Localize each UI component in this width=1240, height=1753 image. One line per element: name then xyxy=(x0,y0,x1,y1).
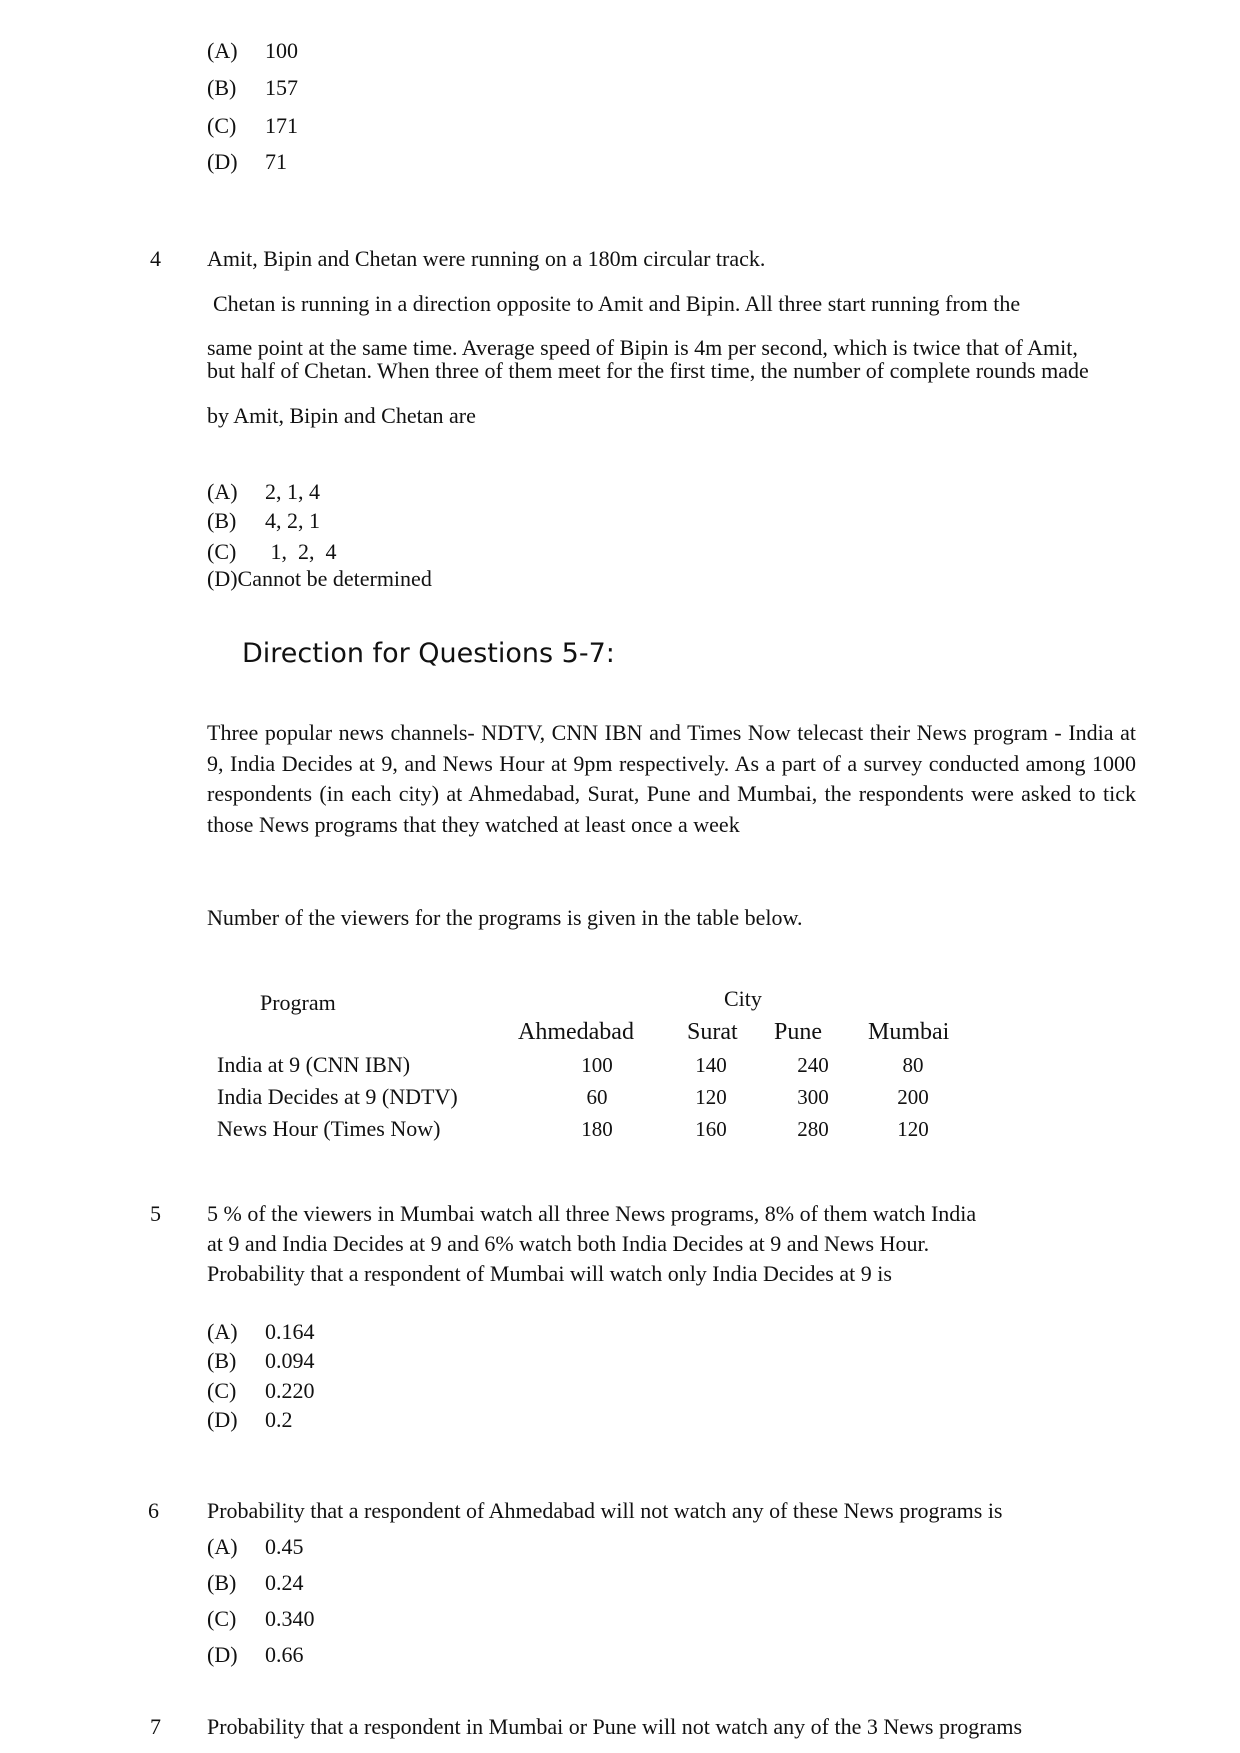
q5-option-c: (C) 0.220 xyxy=(207,1378,315,1403)
q3-option-c: (C) 171 xyxy=(207,113,298,138)
q6-option-b: (B) 0.24 xyxy=(207,1570,304,1595)
q4-option-c: (C) 1, 2, 4 xyxy=(207,539,337,564)
table-row-3-mumbai: 120 xyxy=(897,1117,929,1141)
direction-paragraph: Three popular news channels- NDTV, CNN IBN and Times Now telecast their News program - India at 9, India Decides at 9, and News Hour at 9pm respectively. As a part of a survey conducted among 1000 respondents (in each city) at Ahmedabad, Surat, Pune and Mumbai, the respondents were asked to tick those News programs that they watched at least once a week xyxy=(207,720,1136,837)
q5-option-d: (D) 0.2 xyxy=(207,1407,293,1432)
table-col-pune: Pune xyxy=(774,1019,822,1045)
q3-option-b: (B) 157 xyxy=(207,75,298,100)
q4-number: 4 xyxy=(150,246,161,271)
q4-text-line5: by Amit, Bipin and Chetan are xyxy=(207,403,476,428)
q4-text-line4: but half of Chetan. When three of them meet for the first time, the number of complete rounds made xyxy=(207,358,1089,383)
q6-option-d: (D) 0.66 xyxy=(207,1642,304,1667)
q4-text-line3: same point at the same time. Average speed of Bipin is 4m per second, which is twice that of Amit, xyxy=(207,335,1078,360)
q6-number: 6 xyxy=(148,1498,159,1523)
table-row-3-pune: 280 xyxy=(797,1117,829,1141)
table-row-1-program: India at 9 (CNN IBN) xyxy=(217,1052,411,1077)
q4-option-d: (D)Cannot be determined xyxy=(207,566,432,591)
q3-option-d: (D) 71 xyxy=(207,149,287,174)
table-col-ahmedabad: Ahmedabad xyxy=(518,1019,634,1045)
table-row-1-surat: 140 xyxy=(695,1053,727,1077)
q6-option-c: (C) 0.340 xyxy=(207,1606,315,1631)
table-col-surat: Surat xyxy=(687,1019,738,1045)
table-col-mumbai: Mumbai xyxy=(868,1019,950,1045)
q6-text: Probability that a respondent of Ahmedabad will not watch any of these News programs is xyxy=(207,1498,1003,1523)
table-program-header: Program xyxy=(260,990,336,1015)
table-row-2-program: India Decides at 9 (NDTV) xyxy=(217,1084,458,1109)
table-row-2-pune: 300 xyxy=(797,1085,829,1109)
table-row-2-ahmedabad: 60 xyxy=(586,1085,608,1109)
q4-option-b: (B) 4, 2, 1 xyxy=(207,508,320,533)
q4-option-a: (A) 2, 1, 4 xyxy=(207,479,320,504)
direction-heading: Direction for Questions 5-7: xyxy=(242,638,615,669)
table-row-1-ahmedabad: 100 xyxy=(581,1053,613,1077)
q4-text-line1: Amit, Bipin and Chetan were running on a 180m circular track. xyxy=(207,246,766,271)
table-row-1-mumbai: 80 xyxy=(902,1053,924,1077)
table-city-header: City xyxy=(724,986,762,1011)
table-row-3-program: News Hour (Times Now) xyxy=(217,1116,441,1141)
q4-text-line2: Chetan is running in a direction opposite to Amit and Bipin. All three start running from the xyxy=(213,291,1021,316)
q7-text: Probability that a respondent in Mumbai or Pune will not watch any of the 3 News programs xyxy=(207,1714,1023,1739)
q5-text-line2: at 9 and India Decides at 9 and 6% watch both India Decides at 9 and News Hour. xyxy=(207,1231,930,1256)
q5-number: 5 xyxy=(150,1201,161,1226)
q3-option-a: (A) 100 xyxy=(207,38,298,63)
table-row-2-surat: 120 xyxy=(695,1085,727,1109)
table-intro: Number of the viewers for the programs is given in the table below. xyxy=(207,905,803,930)
q5-option-a: (A) 0.164 xyxy=(207,1319,315,1344)
q5-text-line1: 5 % of the viewers in Mumbai watch all three News programs, 8% of them watch India xyxy=(207,1201,977,1226)
table-row-1-pune: 240 xyxy=(797,1053,829,1077)
q5-text-line3: Probability that a respondent of Mumbai will watch only India Decides at 9 is xyxy=(207,1261,892,1286)
q7-number: 7 xyxy=(150,1714,161,1739)
table-row-3-ahmedabad: 180 xyxy=(581,1117,613,1141)
q5-option-b: (B) 0.094 xyxy=(207,1348,315,1373)
table-row-2-mumbai: 200 xyxy=(897,1085,929,1109)
table-row-3-surat: 160 xyxy=(695,1117,727,1141)
q6-option-a: (A) 0.45 xyxy=(207,1534,304,1559)
